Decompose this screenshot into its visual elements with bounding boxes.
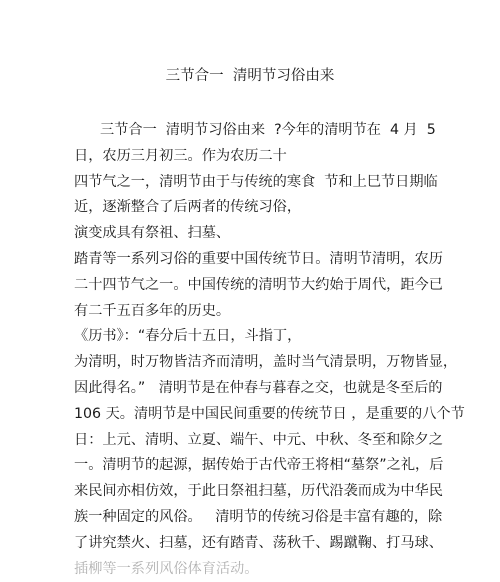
paragraph-line: 一。清明节的起源，据传始于古代帝王将相“墓祭”之礼，后 [74,457,444,474]
document-body [74,118,465,582]
paragraph-line: 有二千五百多年的历史。 [74,302,231,319]
paragraph-line: 族一种固定的风俗。 清明节的传统习俗是丰富有趣的，除 [74,508,443,525]
paragraph-line: 日，农历三月初三。作为农历二十 [74,147,287,164]
paragraph-line: 三节合一 清明节习俗由来 ?今年的清明节在 4 月 5 [100,122,436,138]
paragraph-line: 了讲究禁火、扫墓，还有踏青、荡秋千、踢蹴鞠、打马球、 [74,534,443,551]
paragraph-line: 《历书》：“春分后十五日，斗指丁， [74,328,302,345]
paragraph-line: 来民间亦相仿效，于此日祭祖扫墓，历代沿袭而成为中华民 [74,483,443,500]
paragraph-line: 踏青等一系列习俗的重要中国传统节日。清明节清明，农历 [74,250,443,267]
paragraph-line: 为清明，时万物皆洁齐而清明，盖时当气清景明，万物皆显， [74,354,458,371]
paragraph-line: 106 天。清明节是中国民间重要的传统节日 ，是重要的八个节 [74,405,465,422]
paragraph-line: 二十四节气之一。中国传统的清明节大约始于周代，距今已 [74,276,443,293]
paragraph-line: 日：上元、清明、立夏、端午、中元、中秋、冬至和除夕之 [74,431,443,448]
paragraph-line: 插柳等一系列风俗体育活动。 [74,560,259,577]
paragraph-line: 因此得名。” 清明节是在仲春与暮春之交，也就是冬至后的 [74,379,443,396]
paragraph-line: 演变成具有祭祖、扫墓、 [74,225,231,242]
paragraph-line: 近，逐渐整合了后两者的传统习俗， [74,199,302,216]
paragraph-line: 四节气之一，清明节由于与传统的寒食 节和上巳节日期临 [74,173,438,190]
document-title: 三节合一 清明节习俗由来 [165,68,335,84]
